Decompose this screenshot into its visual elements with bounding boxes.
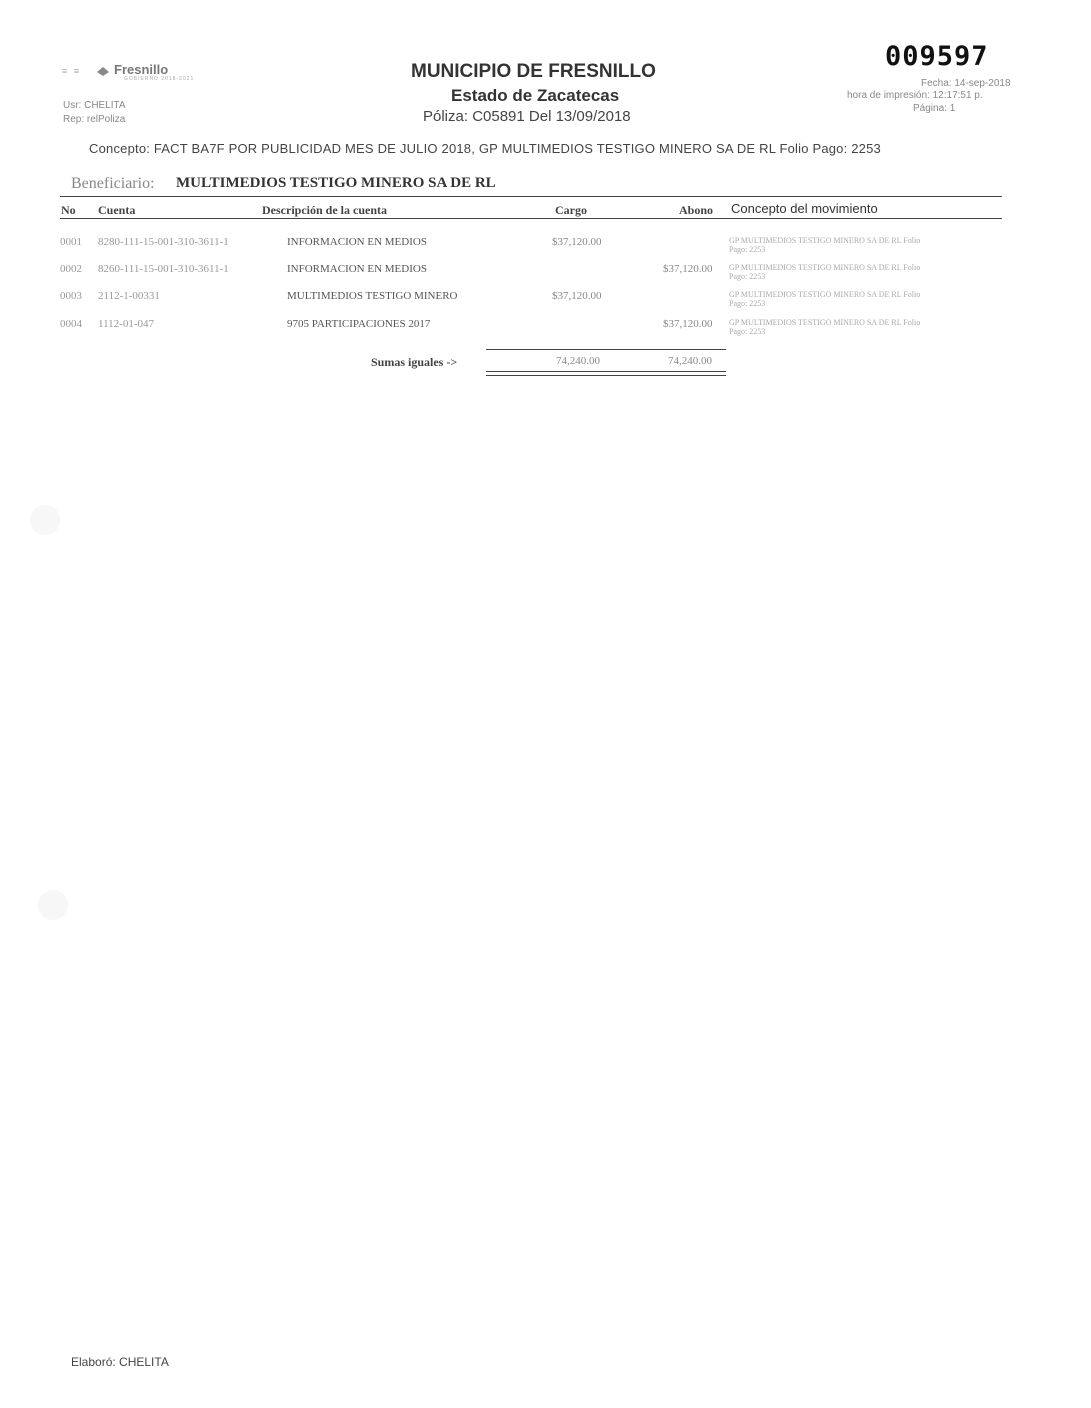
row-concepto-pago: Pago: 2253 <box>729 299 766 308</box>
row-concepto-pago: Pago: 2253 <box>729 272 766 281</box>
user-label: Usr: CHELITA <box>63 100 126 111</box>
row-concepto-pago: Pago: 2253 <box>729 327 766 336</box>
scan-speck <box>38 890 68 920</box>
row-cuenta: 8260-111-15-001-310-3611-1 <box>98 263 229 275</box>
state-subtitle: Estado de Zacatecas <box>451 86 620 105</box>
table-header-rule <box>60 218 1002 219</box>
sumas-top-rule <box>486 349 726 350</box>
sumas-iguales-label: Sumas iguales -> <box>371 355 458 369</box>
row-cuenta: 1112-01-047 <box>98 318 155 330</box>
row-concepto: GP MULTIMEDIOS TESTIGO MINERO SA DE RL Folio <box>729 263 921 272</box>
logo-name: Fresnillo <box>114 62 169 77</box>
col-header-no: No <box>61 203 76 217</box>
row-no: 0004 <box>60 318 82 330</box>
row-descripcion: 9705 PARTICIPACIONES 2017 <box>287 318 431 330</box>
row-descripcion: INFORMACION EN MEDIOS <box>287 236 427 248</box>
row-descripcion: INFORMACION EN MEDIOS <box>287 263 427 275</box>
row-no: 0001 <box>60 236 82 248</box>
beneficiario-label: Beneficiario: <box>71 175 155 192</box>
suma-cargo: 74,240.00 <box>556 355 600 367</box>
row-abono: $37,120.00 <box>663 263 713 275</box>
logo-drop-icon <box>96 66 110 77</box>
row-cargo: $37,120.00 <box>552 236 602 248</box>
concepto-line: Concepto: FACT BA7F POR PUBLICIDAD MES DE JULIO 2018, GP MULTIMEDIOS TESTIGO MINERO SA DE RL Folio Pago: 2253 <box>89 141 881 156</box>
folio-number: 009597 <box>885 41 989 72</box>
elaboro-label: Elaboró: CHELITA <box>71 1355 169 1369</box>
row-no: 0002 <box>60 263 82 275</box>
row-cuenta: 2112-1-00331 <box>98 290 160 302</box>
table-top-rule <box>60 196 1002 197</box>
fecha-label: Fecha: 14-sep-2018 <box>921 78 1011 89</box>
pagina-label: Página: 1 <box>913 103 956 114</box>
report-label: Rep: relPoliza <box>63 114 126 125</box>
col-header-abono: Abono <box>679 203 714 217</box>
suma-abono: 74,240.00 <box>668 355 712 367</box>
row-concepto: GP MULTIMEDIOS TESTIGO MINERO SA DE RL Folio <box>729 290 921 299</box>
sumas-double-rule-1 <box>486 371 726 372</box>
fresnillo-logo <box>62 62 195 84</box>
col-header-concepto: Concepto del movimiento <box>731 201 878 216</box>
page-title: MUNICIPIO DE FRESNILLO <box>411 61 656 82</box>
scan-speck <box>30 505 60 535</box>
row-abono: $37,120.00 <box>663 318 713 330</box>
beneficiario-name: MULTIMEDIOS TESTIGO MINERO SA DE RL <box>176 175 496 191</box>
row-descripcion: MULTIMEDIOS TESTIGO MINERO <box>287 290 458 302</box>
row-cuenta: 8280-111-15-001-310-3611-1 <box>98 236 229 248</box>
row-concepto: GP MULTIMEDIOS TESTIGO MINERO SA DE RL Folio <box>729 236 921 245</box>
row-cargo: $37,120.00 <box>552 290 602 302</box>
logo-marks: ≡ ≡ <box>62 66 82 76</box>
row-no: 0003 <box>60 290 82 302</box>
hora-impresion-label: hora de impresión: 12:17:51 p. <box>847 90 983 101</box>
row-concepto-pago: Pago: 2253 <box>729 245 766 254</box>
poliza-line: Póliza: C05891 Del 13/09/2018 <box>423 108 631 125</box>
col-header-cuenta: Cuenta <box>98 203 136 217</box>
col-header-cargo: Cargo <box>555 203 587 217</box>
col-header-descripcion: Descripción de la cuenta <box>262 203 387 217</box>
sumas-double-rule-2 <box>486 375 726 376</box>
row-concepto: GP MULTIMEDIOS TESTIGO MINERO SA DE RL Folio <box>729 318 921 327</box>
logo-subtitle: GOBIERNO 2018-2021 <box>124 76 195 82</box>
